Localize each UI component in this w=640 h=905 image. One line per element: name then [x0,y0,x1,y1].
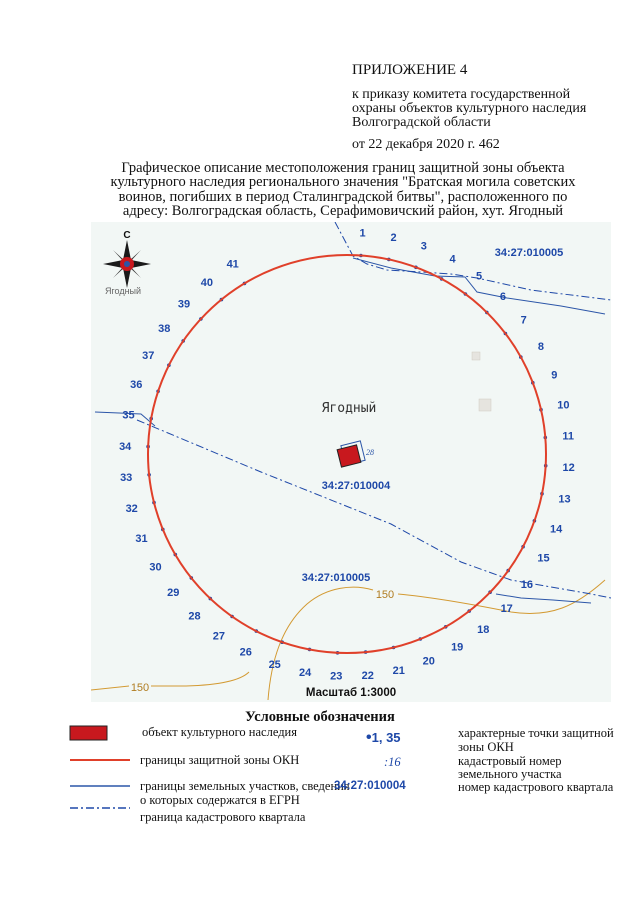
zone-point-label: 37 [142,349,155,362]
zone-point-label: 11 [562,430,575,443]
legend-points-sample-text: 1, 35 [371,730,401,745]
legend-parcel-label: границы земельных участков, сведения [140,779,350,793]
zone-point-label: 20 [422,655,435,668]
zone-point-label: 27 [212,630,226,643]
building-shape [472,352,480,360]
zone-point-label: 28 [188,610,201,623]
legend-quarter-sample: 34:27:010004 [334,780,406,792]
legend-symbols [60,724,146,824]
zone-point-label: 15 [537,552,550,565]
zone-point-label: 31 [135,533,148,546]
zone-point-label: 16 [520,579,534,592]
caption-line: адресу: Волгоградская область, Серафимовичский район, хут. Ягодный [122,202,564,219]
zone-point-label: 13 [558,493,571,506]
zone-point-label: 22 [361,670,374,682]
zone-point-label: 18 [477,624,490,637]
order-line-3: Волгоградской области [352,115,491,130]
zone-point-label: 38 [158,322,171,335]
parcel-number-label: 28 [366,448,374,457]
zone-point-label: 40 [200,276,214,289]
order-line-2: охраны объектов культурного наследия [352,101,587,116]
zone-point-label: 21 [392,664,405,677]
zone-point-label: 12 [562,462,575,475]
map-caption [96,161,590,218]
legend-cad-desc: земельного участка [458,767,562,781]
caption-line: воинов, погибших в период Сталинградской битвы", расположенного по [118,188,568,205]
building-shape [479,399,491,411]
legend-cad-desc: кадастровый номер [458,754,562,768]
zone-point-label: 14 [549,523,563,536]
zone-point-label: 4 [449,253,456,266]
compass-north-letter: С [123,230,131,241]
zone-point-label: 36 [130,379,143,391]
legend-points-sample [366,729,401,747]
zone-point-label: 9 [551,369,558,382]
zone-point-label: 3 [420,240,427,253]
order-line-1: к приказу комитета государственной [352,87,571,102]
order-date: от 22 декабря 2020 г. 462 [352,137,500,152]
zone-point-label: 25 [268,658,281,671]
legend-point-dot: • [366,729,372,746]
zone-point-label: 17 [500,603,513,616]
legend-points-desc: характерные точки защитной [458,726,614,740]
zone-point-label: 33 [120,472,133,485]
legend-object-swatch [70,726,107,740]
legend-cad-sample: :16 [384,755,401,769]
legend-parcel-label: о которых содержатся в ЕГРН [140,793,300,807]
appendix-title: ПРИЛОЖЕНИЕ 4 [352,62,468,78]
zone-point-label: 1 [359,227,366,240]
zone-point-label: 19 [451,641,464,654]
contour-label: 150 [375,589,395,601]
zone-point-label: 6 [499,291,506,303]
legend-zone-label: границы защитной зоны ОКН [140,753,300,767]
zone-point-label: 2 [390,232,397,244]
quarter-label: 34:27:010004 [321,480,391,492]
zone-point-label: 26 [239,646,252,659]
compass-center-dot [124,261,130,267]
contour-label: 150 [130,682,150,694]
legend-title: Условные обозначения [245,709,395,725]
quarter-label: 34:27:010005 [494,247,564,259]
zone-point-label: 30 [149,561,162,574]
zone-point-label: 10 [557,399,570,412]
scale-label: Масштаб 1:3000 [305,687,397,699]
settlement-label: Ягодный [321,401,377,416]
cadastral-map [91,222,611,702]
zone-point-label: 24 [298,667,312,679]
quarter-label: 34:27:010005 [301,572,371,584]
legend-quarter-label: граница кадастрового квартала [140,810,306,824]
zone-point-label: 32 [125,503,138,516]
legend-object-label: объект культурного наследия [142,725,297,739]
legend-quarter-desc: номер кадастрового квартала [458,780,614,794]
zone-point-label: 7 [520,314,527,327]
zone-point-label: 8 [537,340,544,353]
zone-point-label: 23 [330,670,343,683]
zone-point-label: 34 [119,440,132,453]
zone-point-label: 29 [167,587,180,600]
legend-points-desc: зоны ОКН [458,740,514,754]
zone-point-label: 39 [177,298,191,311]
caption-line: культурного наследия регионального значения "Братская могила советских [110,174,576,191]
zone-point-label: 5 [476,270,483,283]
compass-place-label: Ягодный [104,286,142,296]
zone-point-label: 41 [226,258,239,271]
zone-point-label: 35 [122,409,135,422]
caption-line: Графическое описание местоположения границ защитной зоны объекта [121,160,565,176]
